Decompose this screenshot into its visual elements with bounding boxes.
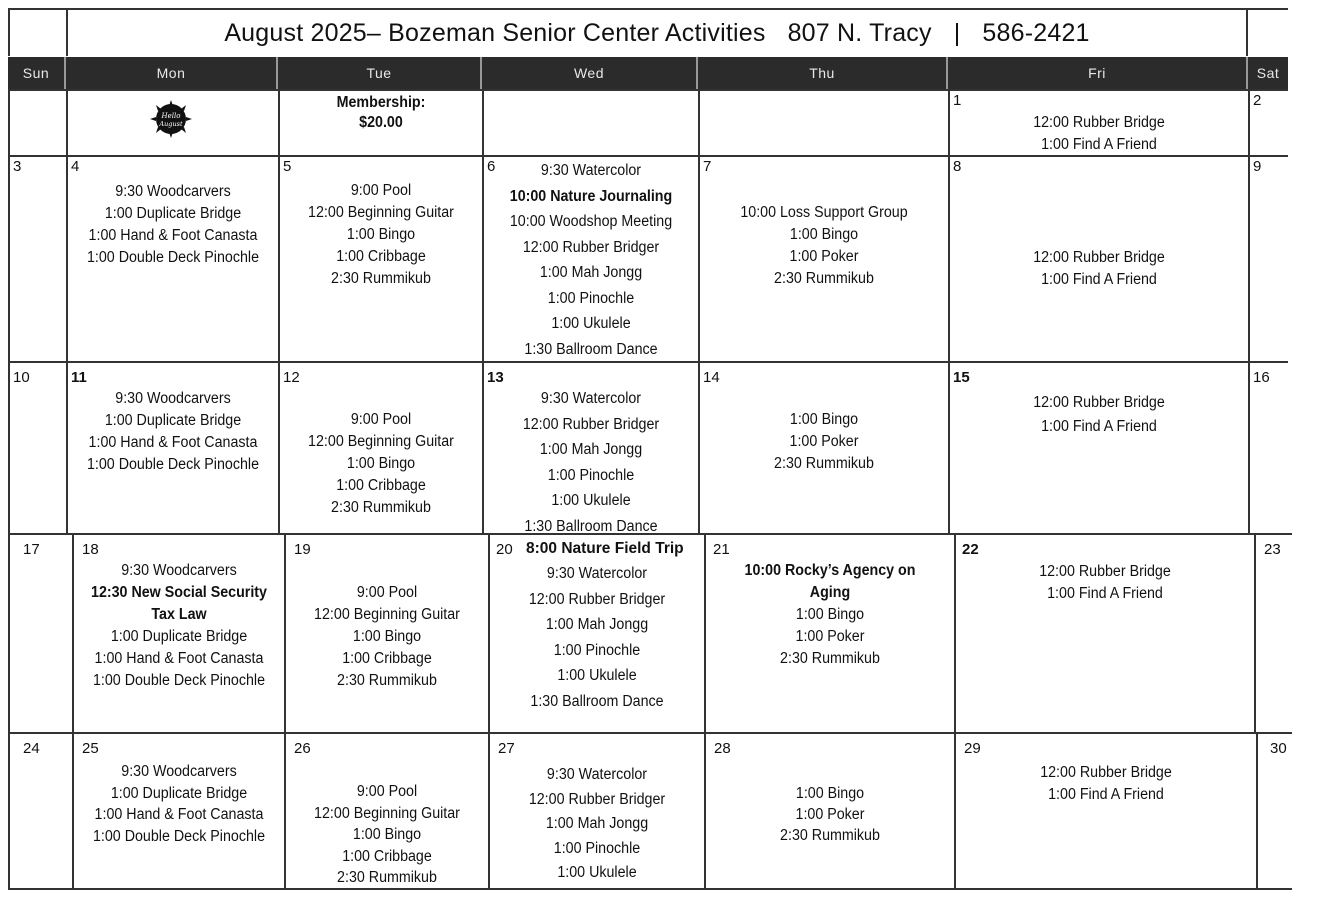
cell-w3-tue — [278, 361, 482, 533]
day-number: 17 — [23, 541, 40, 558]
cell-w2-sat — [1248, 155, 1288, 361]
weekday-fri: Fri — [948, 57, 1248, 89]
cell-w3-wed — [482, 361, 698, 533]
event-item: 2:30 Rummikub — [774, 270, 874, 287]
events-w5-wed — [490, 763, 704, 886]
day-number: 3 — [13, 158, 22, 175]
event-item: 1:00 Bingo — [352, 628, 422, 645]
event-item: 1:00 Find A Friend — [1041, 136, 1157, 153]
cell-w4-tue — [284, 533, 488, 732]
calendar-title — [66, 8, 1248, 56]
event-item: 1:00 Mah Jongg — [545, 815, 649, 832]
weekday-tue: Tue — [278, 57, 482, 89]
event-item: 1:00 Pinochle — [547, 466, 635, 484]
event-item: 9:30 Woodcarvers — [115, 390, 231, 407]
day-number: 27 — [498, 740, 515, 757]
event-item: 10:00 Nature Journaling — [509, 187, 673, 205]
event-item: 9:30 Watercolor — [546, 565, 648, 582]
event-item: 1:00 Ukulele — [551, 492, 631, 509]
event-nature-field-trip: 8:00 Nature Field Trip — [526, 540, 684, 557]
event-item: 1:00 Double Deck Pinochle — [92, 672, 266, 689]
cell-w5-wed — [488, 732, 704, 888]
weekday-mon: Mon — [66, 57, 278, 89]
events-w2-tue — [280, 180, 482, 290]
event-item: 1:00 Find A Friend — [1041, 271, 1157, 288]
events-w4-thu — [706, 560, 954, 670]
cell-w2-sun — [8, 155, 66, 361]
event-item: 1:00 Duplicate Bridge — [104, 412, 242, 429]
cell-w4-sun — [8, 533, 72, 732]
event-item: 1:00 Double Deck Pinochle — [92, 827, 266, 845]
events-w2-wed — [484, 158, 698, 362]
event-item: 1:00 Bingo — [795, 606, 865, 623]
event-item: 9:30 Watercolor — [540, 390, 642, 407]
event-item: 2:30 Rummikub — [331, 270, 431, 287]
event-item: 12:00 Rubber Bridger — [522, 415, 660, 433]
day-number: 10 — [13, 369, 30, 386]
event-item: 2:30 Rummikub — [780, 650, 880, 667]
cell-w5-tue — [284, 732, 488, 888]
event-item: 1:00 Find A Friend — [1047, 585, 1163, 602]
svg-text:August: August — [159, 120, 183, 128]
event-item: 9:00 Pool — [350, 182, 412, 199]
cell-w3-mon — [66, 361, 278, 533]
day-number: 21 — [713, 541, 730, 558]
event-item: 1:00 Cribbage — [336, 477, 426, 494]
events-w3-tue — [280, 409, 482, 519]
events-w2-fri — [950, 247, 1248, 291]
event-item: 12:00 Rubber Bridge — [1040, 764, 1172, 781]
day-number: 2 — [1253, 92, 1262, 109]
events-w5-tue — [286, 781, 488, 889]
event-item: Aging — [809, 584, 851, 601]
title-corner-left — [8, 8, 66, 56]
cell-w3-fri — [948, 361, 1248, 533]
day-number: 4 — [71, 158, 80, 175]
day-number: 22 — [962, 541, 979, 558]
event-item: 9:30 Watercolor — [540, 162, 642, 179]
event-item: 9:30 Woodcarvers — [121, 763, 237, 780]
event-item: 1:00 Duplicate Bridge — [110, 784, 248, 802]
cell-w4-wed — [488, 533, 704, 732]
event-item: 2:30 Rummikub — [780, 827, 880, 844]
weekday-sun: Sun — [8, 57, 66, 89]
event-item: 1:00 Mah Jongg — [539, 441, 643, 458]
day-number: 23 — [1264, 541, 1281, 558]
event-item: 12:30 New Social Security — [91, 584, 267, 601]
event-item: 1:00 Bingo — [789, 226, 859, 243]
day-number: 19 — [294, 541, 311, 558]
day-number: 28 — [714, 740, 731, 757]
day-number: 15 — [953, 369, 970, 386]
event-membership-price: $20.00 — [359, 114, 403, 131]
event-item: 1:00 Bingo — [352, 826, 422, 843]
event-item: 1:00 Hand & Foot Canasta — [88, 434, 258, 451]
event-item: 1:00 Cribbage — [336, 248, 426, 265]
event-item: 10:00 Loss Support Group — [740, 204, 908, 221]
events-w3-thu — [700, 409, 948, 475]
event-item: 12:00 Rubber Bridger — [528, 590, 666, 608]
events-w4-wed — [490, 561, 704, 714]
event-item: 12:00 Rubber Bridger — [522, 238, 660, 256]
cell-w5-sun — [8, 732, 72, 888]
events-w2-thu — [700, 202, 948, 290]
title-main: August 2025– Bozeman Senior Center Activities — [224, 18, 766, 47]
day-number: 7 — [703, 158, 712, 175]
day-number: 24 — [23, 740, 40, 757]
cell-w1-thu — [698, 89, 948, 155]
event-membership-label: Membership: — [336, 94, 426, 111]
cell-w4-thu — [704, 533, 954, 732]
event-item: 1:00 Pinochle — [553, 641, 641, 659]
event-item: Tax Law — [151, 606, 207, 623]
events-w4-mon — [74, 560, 284, 692]
events-w1-fri — [950, 112, 1248, 156]
cell-w5-fri — [954, 732, 1256, 888]
event-item: 1:30 Ballroom Dance — [524, 340, 658, 358]
cell-w1-wed — [482, 89, 698, 155]
day-number: 11 — [71, 369, 87, 386]
cell-w1-sat — [1248, 89, 1288, 155]
day-number: 5 — [283, 158, 292, 175]
event-item: 9:00 Pool — [350, 411, 412, 428]
event-item: 1:00 Find A Friend — [1048, 786, 1164, 803]
calendar-bottom-border — [8, 888, 1292, 890]
event-item: 1:00 Poker — [795, 628, 865, 645]
cell-w5-mon — [72, 732, 284, 888]
day-number: 9 — [1253, 158, 1262, 175]
event-item: 10:00 Woodshop Meeting — [509, 213, 673, 230]
event-item: 12:00 Rubber Bridge — [1033, 249, 1165, 266]
event-item: 1:00 Bingo — [789, 411, 859, 428]
event-item: 12:00 Rubber Bridge — [1033, 394, 1165, 411]
event-item: 1:00 Ukulele — [557, 864, 637, 881]
event-item: 12:00 Beginning Guitar — [314, 606, 460, 623]
event-item: 9:30 Woodcarvers — [121, 562, 237, 579]
event-item: 1:00 Cribbage — [342, 650, 432, 667]
event-item: 1:30 Ballroom Dance — [524, 517, 658, 535]
title-separator: | — [953, 18, 961, 47]
cell-w1-tue — [278, 89, 482, 155]
events-w2-mon — [68, 181, 278, 269]
event-item: 1:00 Duplicate Bridge — [104, 205, 242, 222]
day-number: 30 — [1270, 740, 1287, 757]
title-corner-right — [1248, 8, 1288, 56]
event-item: 1:00 Mah Jongg — [539, 264, 643, 281]
events-w5-fri — [956, 762, 1256, 806]
cell-w2-thu — [698, 155, 948, 361]
event-item: 12:00 Beginning Guitar — [314, 804, 460, 822]
event-item: 1:00 Hand & Foot Canasta — [94, 806, 264, 823]
title-address: 807 N. Tracy — [787, 18, 932, 47]
day-number: 26 — [294, 740, 311, 757]
event-item: 12:00 Rubber Bridger — [528, 790, 666, 808]
event-item: 1:00 Bingo — [795, 785, 865, 802]
day-number: 29 — [964, 740, 981, 757]
event-item: 2:30 Rummikub — [774, 455, 874, 472]
day-number: 6 — [487, 158, 496, 175]
events-w3-mon — [68, 388, 278, 476]
cell-w3-sat — [1248, 361, 1288, 533]
event-item: 2:30 Rummikub — [331, 499, 431, 516]
weekday-wed: Wed — [482, 57, 698, 89]
day-number: 14 — [703, 369, 720, 386]
event-item: 1:00 Bingo — [346, 226, 416, 243]
day-number: 13 — [487, 369, 504, 386]
events-w5-mon — [74, 761, 284, 847]
event-item: 2:30 Rummikub — [337, 869, 437, 886]
events-w1-tue — [280, 93, 482, 133]
event-item: 9:00 Pool — [356, 783, 418, 800]
cell-w3-sun — [8, 361, 66, 533]
cell-w1-fri — [948, 89, 1248, 155]
events-w5-thu — [706, 783, 954, 846]
event-item: 12:00 Beginning Guitar — [308, 433, 454, 450]
event-item: 1:00 Mah Jongg — [545, 616, 649, 633]
cell-w2-fri — [948, 155, 1248, 361]
day-number: 25 — [82, 740, 99, 757]
cell-w3-thu — [698, 361, 948, 533]
cell-w2-mon — [66, 155, 278, 361]
cell-w4-mon — [72, 533, 284, 732]
event-item: 1:00 Pinochle — [547, 289, 635, 307]
event-item: 1:00 Double Deck Pinochle — [86, 249, 260, 266]
event-item: 1:00 Hand & Foot Canasta — [88, 227, 258, 244]
day-number: 12 — [283, 369, 300, 386]
event-item: 2:30 Rummikub — [337, 672, 437, 689]
event-item: 1:30 Ballroom Dance — [530, 692, 664, 710]
cell-w5-sat — [1256, 732, 1292, 888]
title-phone: 586-2421 — [982, 18, 1090, 47]
cell-w4-sat — [1254, 533, 1292, 732]
event-item: 12:00 Rubber Bridge — [1039, 563, 1171, 580]
svg-text:Hello: Hello — [161, 112, 181, 120]
event-item: 9:30 Woodcarvers — [115, 183, 231, 200]
event-item: 12:00 Beginning Guitar — [308, 204, 454, 221]
day-number: 20 — [496, 541, 513, 558]
weekday-thu: Thu — [698, 57, 948, 89]
event-item: 1:00 Poker — [789, 433, 859, 450]
events-w3-fri — [950, 391, 1248, 439]
cell-w4-fri — [954, 533, 1254, 732]
cell-w2-wed — [482, 155, 698, 361]
day-number: 1 — [953, 92, 962, 109]
event-item: 1:00 Bingo — [346, 455, 416, 472]
events-w3-wed — [484, 386, 698, 539]
day-number: 18 — [82, 541, 99, 558]
event-item: 10:00 Rocky’s Agency on — [744, 562, 916, 579]
event-item: 1:00 Duplicate Bridge — [110, 628, 248, 645]
event-item: 1:00 Hand & Foot Canasta — [94, 650, 264, 667]
event-item: 1:00 Cribbage — [342, 847, 432, 865]
event-item: 1:00 Ukulele — [557, 667, 637, 684]
day-number: 8 — [953, 158, 962, 175]
event-item: 1:00 Double Deck Pinochle — [86, 456, 260, 473]
hello-august-badge — [146, 98, 196, 140]
events-w4-fri — [956, 561, 1254, 605]
event-item: 9:00 Pool — [356, 584, 418, 601]
cell-w5-thu — [704, 732, 954, 888]
event-item: 12:00 Rubber Bridge — [1033, 114, 1165, 131]
event-item: 1:00 Find A Friend — [1041, 418, 1157, 435]
event-item: 1:00 Poker — [789, 248, 859, 265]
cell-w1-sun — [8, 89, 66, 155]
day-number: 16 — [1253, 369, 1270, 386]
event-item: 1:00 Poker — [795, 806, 865, 823]
event-item: 1:00 Pinochle — [553, 839, 641, 857]
event-item: 1:00 Ukulele — [551, 315, 631, 332]
cell-w2-tue — [278, 155, 482, 361]
events-w4-tue — [286, 582, 488, 692]
weekday-sat: Sat — [1248, 57, 1288, 89]
event-item: 9:30 Watercolor — [546, 766, 648, 783]
